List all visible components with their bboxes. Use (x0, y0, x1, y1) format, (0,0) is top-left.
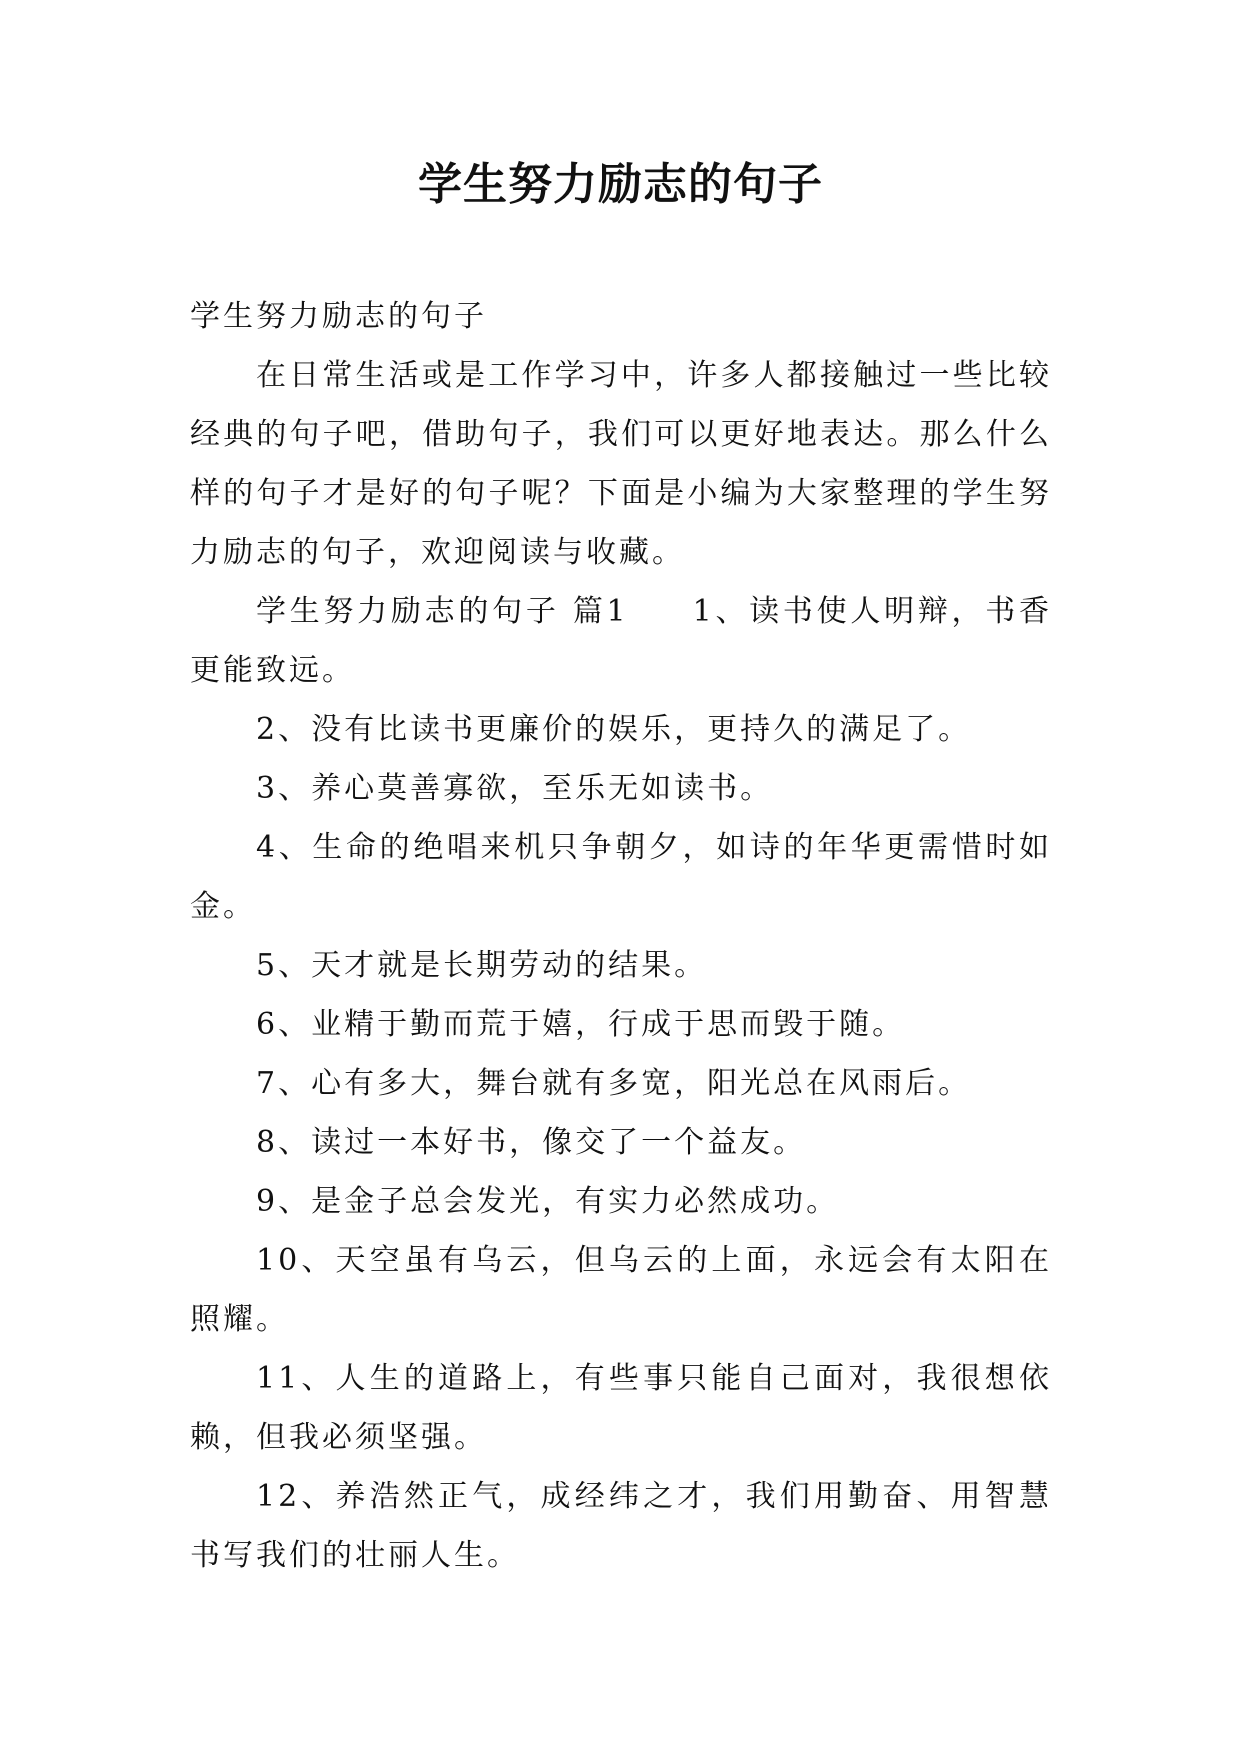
list-item: 3、养心莫善寡欲，至乐无如读书。 (256, 771, 774, 806)
section-paragraph (190, 582, 1052, 700)
list-item: 4、生命的绝唱来机只争朝夕，如诗的年华更需惜时如金。 (190, 830, 1052, 924)
document-subtitle: 学生努力励志的句子 (190, 299, 487, 334)
list-item: 5、天才就是长期劳动的结果。 (256, 948, 708, 983)
list-item: 6、业精于勤而荒于嬉，行成于思而毁于随。 (256, 1007, 906, 1042)
list-item: 9、是金子总会发光，有实力必然成功。 (256, 1184, 840, 1219)
list-item: 1、读书使人明辩，书香更能致远。 (190, 594, 1053, 688)
list-item: 11、人生的道路上，有些事只能自己面对，我很想依赖，但我必须坚强。 (190, 1361, 1052, 1455)
list-item: 7、心有多大，舞台就有多宽，阳光总在风雨后。 (256, 1066, 972, 1101)
list-item: 12、养浩然正气，成经纬之才，我们用勤奋、用智慧书写我们的壮丽人生。 (190, 1479, 1052, 1573)
section-heading: 学生努力励志的句子 篇1 (256, 594, 629, 629)
list-item: 8、读过一本好书，像交了一个益友。 (256, 1125, 807, 1160)
document-body (190, 287, 1052, 1585)
list-item: 2、没有比读书更廉价的娱乐，更持久的满足了。 (256, 712, 972, 747)
intro-paragraph: 在日常生活或是工作学习中，许多人都接触过一些比较经典的句子吧，借助句子，我们可以更好地表达。那么什么样的句子才是好的句子呢？下面是小编为大家整理的学生努力励志的句子，欢迎阅读与收藏。 (190, 358, 1052, 570)
list-item: 10、天空虽有乌云，但乌云的上面，永远会有太阳在照耀。 (190, 1243, 1052, 1337)
document-title: 学生努力励志的句子 (418, 159, 823, 210)
